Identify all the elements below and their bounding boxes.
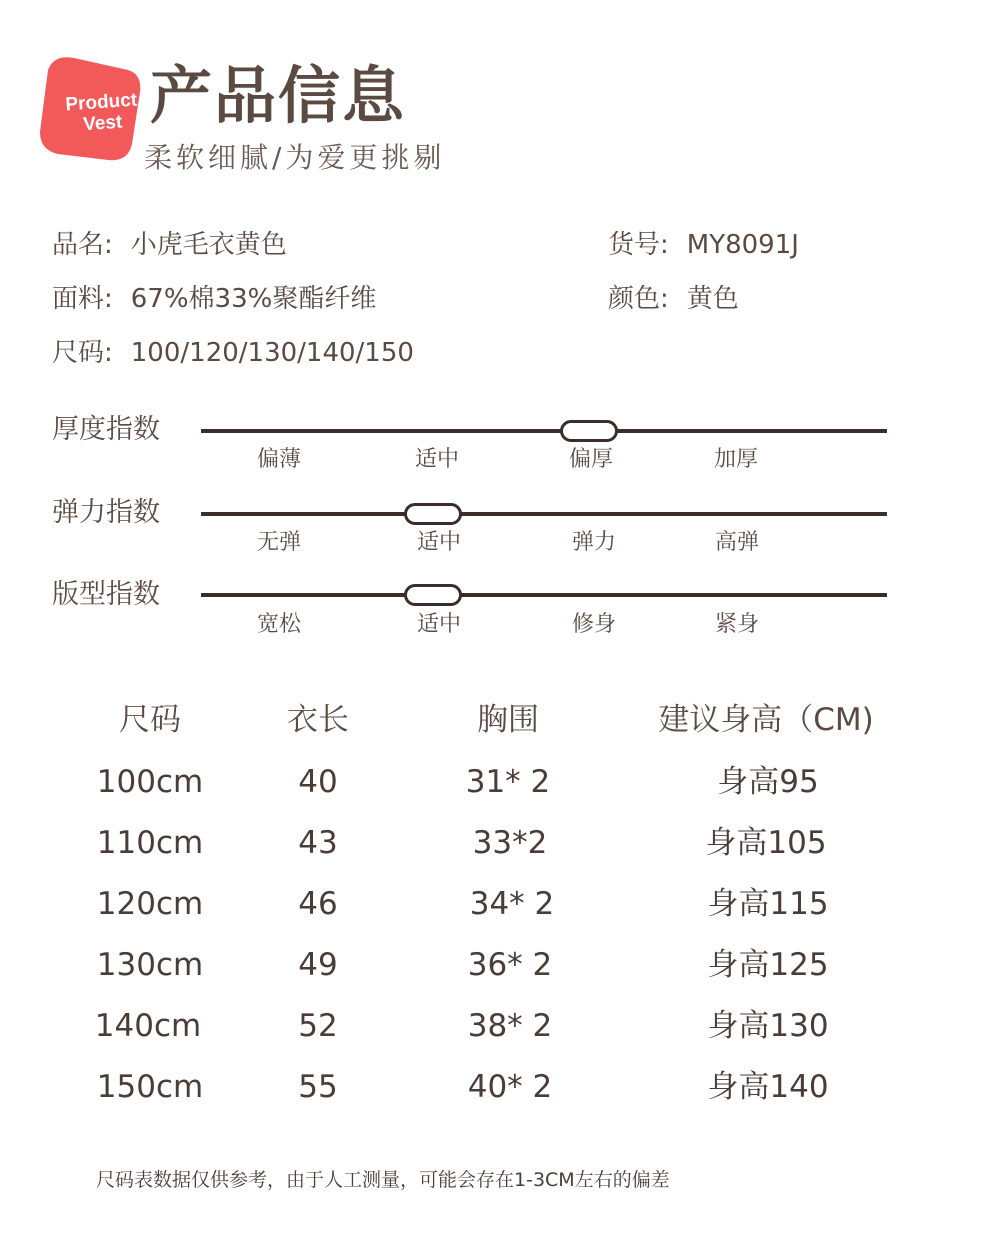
table-cell: 身高105 [705, 825, 827, 861]
badge-line-2: Vest [82, 111, 123, 136]
table-cell: 150cm [96, 1069, 204, 1105]
info-size [52, 336, 414, 370]
table-cell: 38* 2 [467, 1008, 553, 1044]
thickness-index-marker [560, 420, 618, 442]
table-cell: 31* 2 [465, 764, 551, 800]
thickness-index-label: 厚度指数 [52, 414, 160, 445]
table-cell: 34* 2 [469, 886, 555, 922]
table-cell: 36* 2 [467, 947, 553, 983]
info-fabric [52, 282, 376, 316]
thickness-option: 偏薄 [256, 447, 301, 472]
size-table-header: 建议身高（CM) [658, 702, 874, 738]
fit-option: 紧身 [714, 612, 759, 637]
thickness-index-track [201, 429, 887, 433]
table-cell: 120cm [96, 886, 204, 922]
table-cell: 46 [298, 886, 338, 922]
info-sku [608, 228, 799, 262]
elasticity-option: 高弹 [714, 530, 759, 555]
info-sku-value: MY8091J [686, 230, 799, 260]
table-cell: 140cm [94, 1008, 202, 1044]
fit-option: 宽松 [256, 612, 301, 637]
table-cell: 40 [298, 764, 338, 800]
thickness-option: 适中 [414, 447, 459, 472]
table-cell: 身高130 [707, 1008, 829, 1044]
size-table-header: 胸围 [477, 702, 539, 738]
info-name-label: 品名: [52, 230, 113, 260]
info-fabric-label: 面料: [52, 284, 113, 314]
elasticity-index-label: 弹力指数 [52, 497, 160, 528]
product-badge [36, 52, 144, 164]
info-color-value: 黄色 [686, 284, 739, 314]
elasticity-index-marker [404, 503, 462, 525]
elasticity-option: 无弹 [256, 530, 301, 555]
info-color [608, 282, 739, 316]
thickness-option: 偏厚 [568, 447, 613, 472]
table-cell: 52 [298, 1008, 338, 1044]
badge-line-1: Product [64, 89, 138, 116]
fit-index-label: 版型指数 [52, 579, 160, 610]
info-size-label: 尺码: [52, 338, 113, 368]
table-cell: 身高125 [707, 947, 829, 983]
table-cell: 43 [298, 825, 338, 861]
table-cell: 身高140 [707, 1069, 829, 1105]
info-sku-label: 货号: [608, 230, 669, 260]
table-cell: 身高115 [707, 886, 829, 922]
table-cell: 身高95 [717, 764, 819, 800]
table-cell: 130cm [96, 947, 204, 983]
thickness-option: 加厚 [713, 447, 758, 472]
info-name [52, 228, 287, 262]
fit-option: 适中 [416, 612, 461, 637]
badge-label [37, 88, 168, 139]
elasticity-index-track [201, 512, 887, 516]
elasticity-option: 适中 [416, 530, 461, 555]
table-cell: 110cm [96, 825, 204, 861]
fit-index-marker [404, 584, 462, 606]
table-cell: 40* 2 [467, 1069, 553, 1105]
info-color-label: 颜色: [608, 284, 669, 314]
table-cell: 55 [298, 1069, 338, 1105]
size-table-header: 尺码 [119, 702, 181, 738]
fit-index-track [201, 593, 887, 597]
page-subtitle: 柔软细腻/为爱更挑剔 [144, 141, 446, 174]
fit-option: 修身 [571, 612, 616, 637]
page-title: 产品信息 [150, 59, 407, 132]
info-name-value: 小虎毛衣黄色 [130, 230, 287, 260]
info-size-value: 100/120/130/140/150 [130, 338, 414, 368]
elasticity-option: 弹力 [571, 530, 616, 555]
size-table-header: 衣长 [287, 702, 349, 738]
size-table-footnote: 尺码表数据仅供参考，由于人工测量，可能会存在1-3CM左右的偏差 [96, 1169, 670, 1191]
table-cell: 33*2 [472, 825, 548, 861]
table-cell: 49 [298, 947, 338, 983]
table-cell: 100cm [96, 764, 204, 800]
info-fabric-value: 67%棉33%聚酯纤维 [130, 284, 377, 314]
